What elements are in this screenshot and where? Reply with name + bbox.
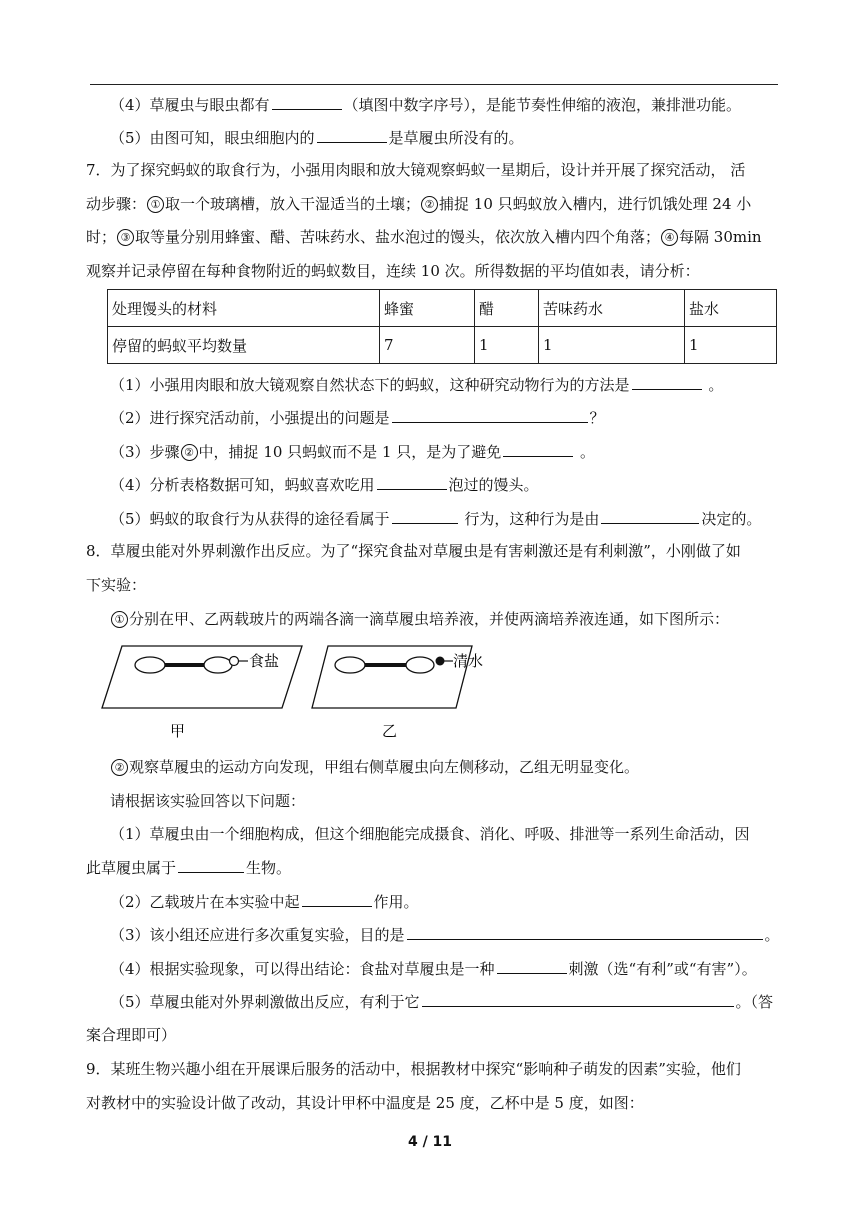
circled-number-2: ② — [421, 196, 438, 213]
q7-part2 — [110, 407, 605, 428]
q7-intro2-a: 动步骤： — [86, 195, 147, 213]
q7-p1-text-b: 。 — [703, 376, 724, 394]
table-cell: 1 — [475, 327, 539, 364]
table-header-cell: 蜂蜜 — [380, 290, 475, 327]
ant-data-table — [107, 289, 777, 364]
q8-step1-text: 分别在甲、乙两载玻片的两端各滴一滴草履虫培养液，并使两滴培养液连通，如下图所示： — [129, 610, 730, 628]
culture-drop-left — [335, 657, 365, 673]
q7-intro-line4: 观察并记录停留在每种食物附近的蚂蚁数目，连续 10 次。所得数据的平均值如表，请分析： — [86, 262, 700, 280]
page-number: 4 / 11 — [407, 1134, 453, 1150]
q8-p3-text-b: 。 — [764, 926, 780, 944]
q7-p3-text-c: 。 — [575, 443, 596, 461]
table-header-cell: 处理馒头的材料 — [108, 290, 380, 327]
q7-intro-line2 — [86, 194, 751, 214]
q8-part2 — [110, 891, 419, 912]
slide-jia-label: 甲 — [170, 722, 186, 740]
answer-blank[interactable] — [392, 508, 458, 524]
q6-part5 — [110, 127, 524, 148]
q7-part3 — [110, 441, 595, 462]
answer-blank[interactable] — [503, 441, 573, 457]
answer-blank[interactable] — [407, 924, 763, 940]
q8-part1-line2 — [86, 857, 291, 878]
q7-part5 — [110, 508, 761, 529]
table-header-cell: 苦味药水 — [539, 290, 685, 327]
q7-intro3-c: 每隔 30min — [679, 228, 762, 246]
q8-part5 — [110, 991, 773, 1012]
table-header-cell: 盐水 — [685, 290, 777, 327]
q8-step1 — [110, 609, 729, 629]
table-header-cell: 醋 — [475, 290, 539, 327]
slide-jia — [102, 646, 302, 740]
q7-p4-text-a: （4）分析表格数据可知，蚂蚁喜欢吃用 — [110, 476, 375, 494]
q7-intro3-b: 取等量分别用蜂蜜、醋、苦味药水、盐水泡过的馒头，依次放入槽内四个角落； — [135, 228, 661, 246]
answer-blank[interactable] — [302, 891, 372, 907]
q7-intro3-a: 时； — [86, 228, 117, 246]
q8-ask: 请根据该实验回答以下问题： — [110, 792, 306, 810]
q8-p5-text-b: 。（答 — [735, 993, 774, 1011]
circled-number-1: ① — [111, 611, 128, 628]
water-label: 清水 — [453, 652, 484, 670]
q6-p4-text-a: （4）草履虫与眼虫都有 — [110, 96, 270, 114]
q9-line1: 9．某班生物兴趣小组在开展课后服务的活动中，根据教材中探究“影响种子萌发的因素”实验，他们 — [86, 1060, 741, 1078]
q7-p5-text-b: 行为，这种行为是由 — [459, 510, 600, 528]
q8-part5-line2: 案合理即可） — [86, 1026, 177, 1044]
answer-blank[interactable] — [422, 991, 734, 1007]
q7-part1 — [110, 374, 723, 395]
salt-grain-icon — [230, 657, 239, 666]
q7-p4-text-b: 泡过的馒头。 — [448, 476, 539, 494]
q7-p2-text-a: （2）进行探究活动前，小强提出的问题是 — [110, 409, 390, 427]
slide-yi-label: 乙 — [382, 722, 398, 740]
q7-part4 — [110, 474, 539, 495]
q7-intro2-b: 取一个玻璃槽，放入干湿适当的土壤； — [165, 195, 421, 213]
circled-number-4: ④ — [661, 229, 678, 246]
q8-p4-text-b: 刺激（选“有利”或“有害”）。 — [568, 960, 757, 978]
q7-p5-text-c: 决定的。 — [701, 510, 762, 528]
q8-p5-text-a: （5）草履虫能对外界刺激做出反应，有利于它 — [110, 993, 420, 1011]
circled-number-2: ② — [181, 444, 198, 461]
slide-yi — [312, 646, 483, 740]
q6-p4-text-b: （填图中数字序号），是能节奏性伸缩的液泡，兼排泄功能。 — [343, 96, 742, 114]
circled-number-2: ② — [111, 759, 128, 776]
q8-p2-text-a: （2）乙载玻片在本实验中起 — [110, 893, 300, 911]
culture-drop-right — [204, 657, 232, 673]
slide-outline — [312, 646, 472, 708]
q7-intro2-c: 捕捉 10 只蚂蚁放入槽内，进行饥饿处理 24 小 — [439, 195, 752, 213]
header-rule — [90, 84, 778, 85]
q6-p5-text-b: 是草履虫所没有的。 — [388, 129, 524, 147]
q8-p4-text-a: （4）根据实验现象，可以得出结论：食盐对草履虫是一种 — [110, 960, 495, 978]
q8-p1-text-a: 此草履虫属于 — [86, 859, 177, 877]
q8-p3-text-a: （3）该小组还应进行多次重复实验，目的是 — [110, 926, 405, 944]
table-cell: 1 — [685, 327, 777, 364]
q7-p5-text-a: （5）蚂蚁的取食行为从获得的途径看属于 — [110, 510, 390, 528]
table-cell: 停留的蚂蚁平均数量 — [108, 327, 380, 364]
q7-p1-text-a: （1）小强用肉眼和放大镜观察自然状态下的蚂蚁，这种研究动物行为的方法是 — [110, 376, 630, 394]
answer-blank[interactable] — [178, 857, 244, 873]
q6-part4 — [110, 94, 741, 115]
q7-p3-text-a: （3）步骤 — [110, 443, 180, 461]
q8-p1-text-b: 生物。 — [246, 859, 292, 877]
slide-diagram — [100, 640, 484, 740]
table-row — [108, 290, 777, 327]
q8-part1-line1: （1）草履虫由一个细胞构成，但这个细胞能完成摄食、消化、呼吸、排泄等一系列生命活动，因 — [110, 825, 750, 843]
q7-intro-line3 — [86, 227, 762, 247]
q7-p2-text-b: ？ — [589, 409, 605, 427]
water-drop-icon — [436, 657, 445, 666]
q8-intro-line1: 8．草履虫能对外界刺激作出反应。为了“探究食盐对草履虫是有害刺激还是有利刺激”，小刚做了如 — [86, 542, 741, 560]
q7-p3-text-b: 中，捕捉 10 只蚂蚁而不是 1 只，是为了避免 — [198, 443, 502, 461]
q8-step2-text: 观察草履虫的运动方向发现，甲组右侧草履虫向左侧移动，乙组无明显变化。 — [129, 758, 640, 776]
q6-p5-text-a: （5）由图可知，眼虫细胞内的 — [110, 129, 315, 147]
table-cell: 1 — [539, 327, 685, 364]
answer-blank[interactable] — [272, 94, 342, 110]
salt-label: 食盐 — [249, 652, 280, 670]
q8-step2 — [110, 757, 639, 777]
q8-part3 — [110, 924, 780, 945]
answer-blank[interactable] — [632, 374, 702, 390]
table-row — [108, 327, 777, 364]
table-cell: 7 — [380, 327, 475, 364]
q8-part4 — [110, 958, 757, 979]
culture-drop-left — [135, 657, 165, 673]
q8-intro-line2: 下实验： — [86, 576, 147, 594]
answer-blank[interactable] — [601, 508, 699, 524]
answer-blank[interactable] — [317, 127, 387, 143]
q8-p2-text-b: 作用。 — [373, 893, 419, 911]
answer-blank[interactable] — [377, 474, 447, 490]
answer-blank[interactable] — [392, 407, 588, 423]
circled-number-3: ③ — [117, 229, 134, 246]
culture-drop-right — [406, 657, 434, 673]
q7-intro-line1: 7．为了探究蚂蚁的取食行为，小强用肉眼和放大镜观察蚂蚁一星期后，设计并开展了探究活动， 活 — [86, 161, 746, 179]
q9-line2: 对教材中的实验设计做了改动，其设计甲杯中温度是 25 度，乙杯中是 5 度，如图： — [86, 1094, 644, 1112]
answer-blank[interactable] — [497, 958, 567, 974]
circled-number-1: ① — [147, 196, 164, 213]
